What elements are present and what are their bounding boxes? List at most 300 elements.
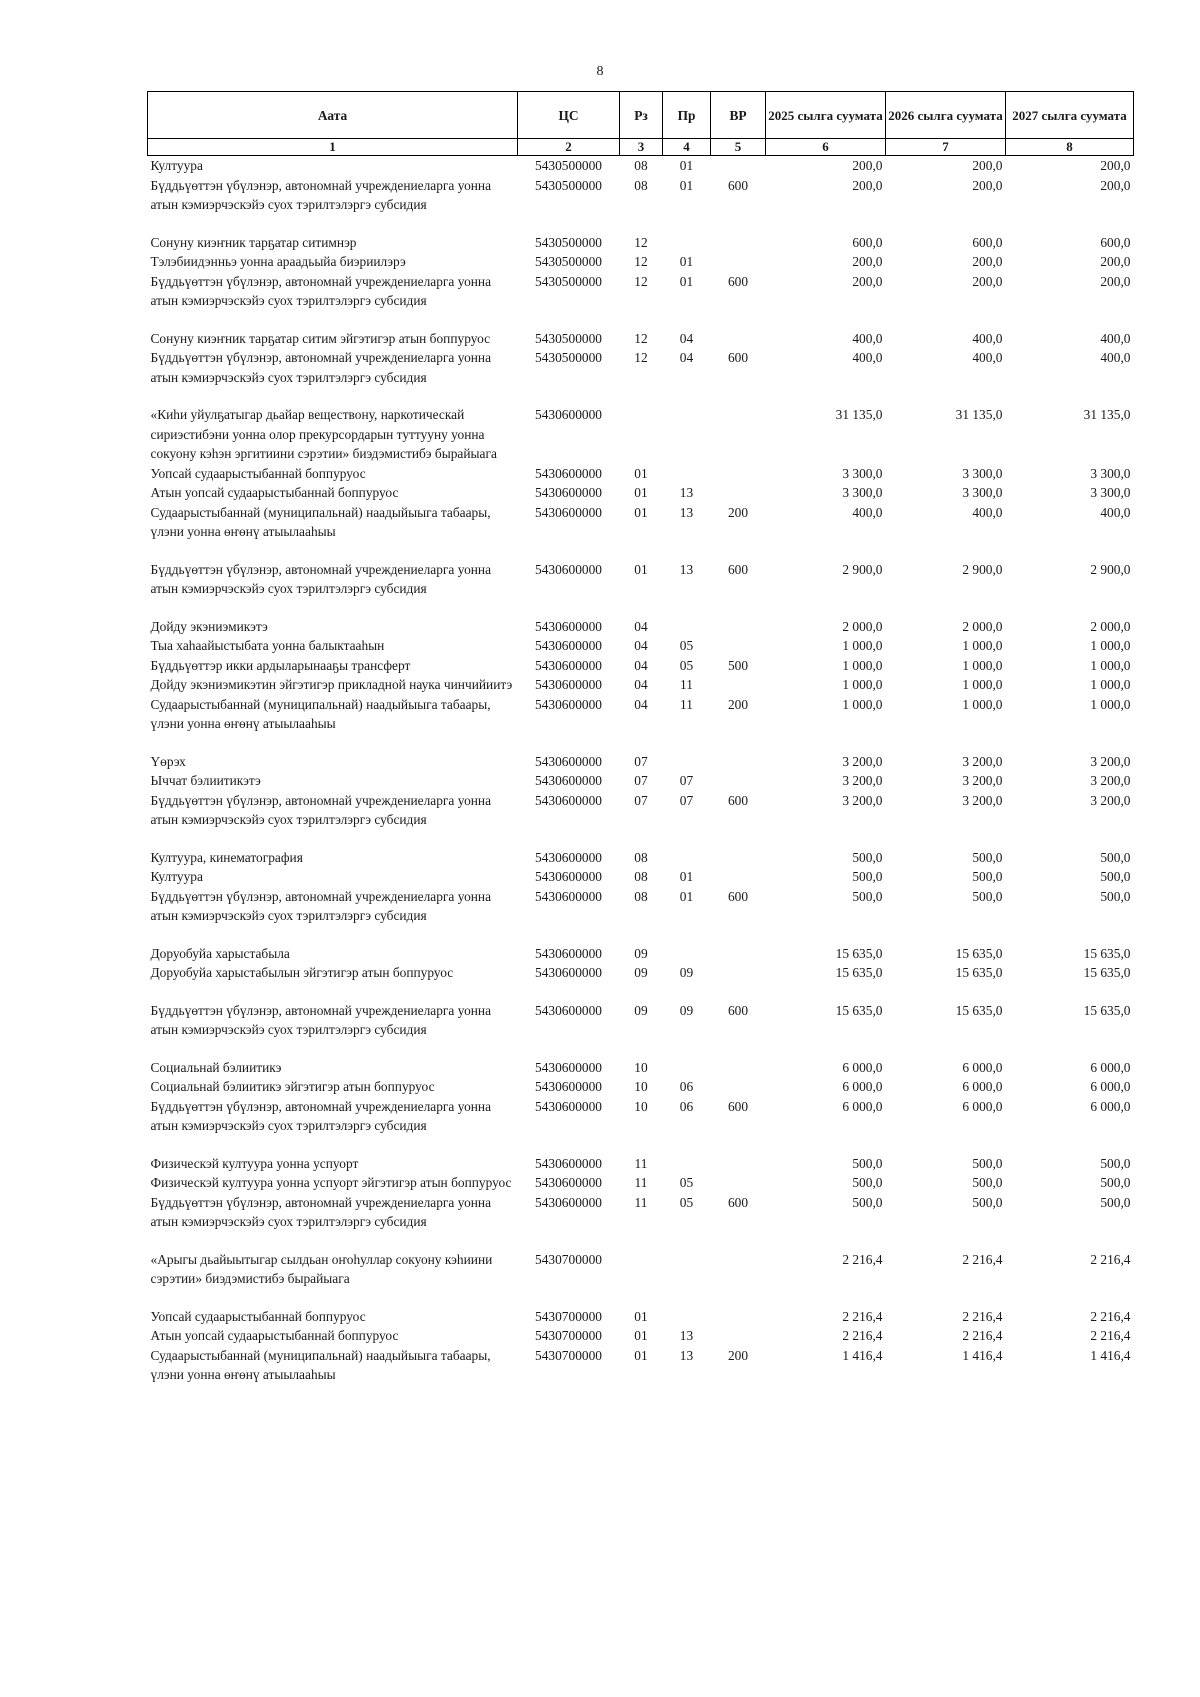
row-pr: 13 (679, 1347, 694, 1363)
row-name: Бүддьүөттэн үбүлэнэр, автономнай учреждениеларга уонна атын кэмиэрчэскэйэ суох тэрилтэлэргэ субсидия (150, 1002, 492, 1037)
row-pr: 13 (679, 485, 694, 500)
row-name: Култуура (150, 158, 203, 173)
row-rz: 01 (634, 1308, 648, 1324)
row-amount-2027: 15 635,0 (1083, 965, 1131, 980)
row-pr: 05 (679, 638, 694, 653)
row-amount-2026: 500,0 (972, 888, 1003, 904)
row-vr (711, 675, 766, 695)
row-cs: 5430600000 (535, 1194, 602, 1210)
row-pr (663, 233, 711, 253)
table-row (148, 1001, 1134, 1040)
row-name: Социальнай бэлиитикэ (150, 1059, 282, 1075)
table-row (148, 252, 1134, 272)
row-cs: 5430600000 (535, 1175, 602, 1190)
row-amount-2026: 15 635,0 (955, 1002, 1003, 1018)
row-pr: 01 (679, 273, 694, 289)
spacer-cell (148, 926, 1134, 944)
row-rz: 01 (634, 1347, 648, 1363)
table-row (148, 503, 1134, 542)
row-amount-2027: 500,0 (1100, 849, 1131, 865)
row-rz: 08 (634, 849, 648, 865)
table-row (148, 272, 1134, 311)
row-name: Бүддьүөттэр икки ардыларынааҕы трансферт (150, 657, 411, 673)
column-number: 1 (148, 139, 518, 156)
row-rz: 04 (634, 638, 648, 653)
row-amount-2027: 200,0 (1100, 158, 1131, 173)
row-cs: 5430600000 (535, 965, 602, 980)
row-amount-2025: 2 000,0 (842, 618, 883, 634)
spacer-row (148, 830, 1134, 848)
row-amount-2025: 200,0 (852, 158, 883, 173)
row-amount-2027: 6 000,0 (1090, 1079, 1131, 1094)
row-vr (711, 1326, 766, 1346)
row-rz: 04 (634, 618, 648, 634)
row-pr (663, 1058, 711, 1078)
budget-table (147, 91, 1134, 1385)
row-rz: 01 (634, 485, 648, 500)
row-vr: 500 (727, 657, 749, 673)
row-cs: 5430500000 (535, 254, 602, 269)
row-cs: 5430600000 (535, 1002, 602, 1018)
spacer-cell (148, 599, 1134, 617)
header-row (148, 92, 1134, 139)
row-name: Судаарыстыбаннай (муниципальнай) наадыйыыга табаары, үлэни уонна өҥөнү атыылааһыы (150, 1347, 491, 1382)
row-amount-2026: 3 200,0 (962, 753, 1003, 769)
row-name: Тэлэбиидэнньэ уонна араадьыйа биэриилэрэ (150, 254, 406, 269)
table-row (148, 1346, 1134, 1385)
row-vr (711, 464, 766, 484)
spacer-cell (148, 387, 1134, 405)
table-row (148, 560, 1134, 599)
row-amount-2025: 15 635,0 (835, 1002, 883, 1018)
row-rz: 01 (634, 465, 648, 481)
table-row (148, 963, 1134, 983)
row-pr: 01 (679, 254, 694, 269)
spacer-row (148, 215, 1134, 233)
column-number: 3 (620, 139, 663, 156)
table-row (148, 944, 1134, 964)
row-amount-2027: 200,0 (1100, 177, 1131, 193)
row-amount-2026: 6 000,0 (962, 1098, 1003, 1114)
row-pr (663, 752, 711, 772)
row-amount-2027: 500,0 (1100, 1175, 1131, 1190)
table-row (148, 867, 1134, 887)
row-pr: 05 (679, 1194, 694, 1210)
row-pr (663, 1307, 711, 1327)
row-cs: 5430600000 (535, 657, 602, 673)
row-amount-2025: 200,0 (852, 273, 883, 289)
row-amount-2027: 1 000,0 (1090, 638, 1131, 653)
row-cs: 5430500000 (535, 273, 602, 289)
header-pr: Пр (663, 92, 711, 139)
spacer-cell (148, 1136, 1134, 1154)
row-amount-2027: 2 000,0 (1090, 618, 1131, 634)
row-vr (711, 771, 766, 791)
row-amount-2027: 2 216,4 (1090, 1251, 1131, 1267)
row-amount-2027: 500,0 (1100, 888, 1131, 904)
row-amount-2026: 2 000,0 (962, 618, 1003, 634)
table-row (148, 1193, 1134, 1232)
row-amount-2025: 6 000,0 (842, 1079, 883, 1094)
table-row (148, 752, 1134, 772)
row-vr: 200 (727, 504, 749, 520)
table-body (148, 156, 1134, 1385)
row-rz (620, 1250, 663, 1289)
row-amount-2027: 3 200,0 (1090, 792, 1131, 808)
row-pr: 11 (680, 677, 693, 692)
row-cs: 5430600000 (535, 1098, 602, 1114)
row-amount-2026: 500,0 (972, 1194, 1003, 1210)
row-name: Бүддьүөттэн үбүлэнэр, автономнай учреждениеларга уонна атын кэмиэрчэскэйэ суох тэрилтэлэргэ субсидия (150, 273, 492, 308)
row-amount-2025: 2 900,0 (842, 561, 883, 577)
row-cs: 5430700000 (535, 1328, 602, 1343)
row-amount-2026: 15 635,0 (955, 965, 1003, 980)
spacer-row (148, 1232, 1134, 1250)
row-amount-2026: 400,0 (972, 330, 1003, 346)
row-amount-2026: 6 000,0 (962, 1079, 1003, 1094)
row-name: Уопсай судаарыстыбаннай боппуруос (150, 465, 366, 481)
row-vr (711, 752, 766, 772)
row-vr: 200 (727, 696, 749, 712)
row-rz: 09 (634, 965, 648, 980)
row-amount-2025: 2 216,4 (842, 1308, 883, 1324)
row-name: Атын уопсай судаарыстыбаннай боппуруос (150, 1328, 399, 1343)
row-name: Доруобуйа харыстабыла (150, 945, 290, 961)
row-amount-2027: 500,0 (1100, 869, 1131, 884)
table-row (148, 405, 1134, 464)
row-name: Бүддьүөттэн үбүлэнэр, автономнай учреждениеларга уонна атын кэмиэрчэскэйэ суох тэрилтэлэргэ субсидия (150, 1098, 492, 1133)
row-amount-2027: 1 000,0 (1090, 677, 1131, 692)
row-rz: 12 (634, 350, 648, 365)
row-name: Култуура, кинематография (150, 849, 303, 865)
row-rz: 01 (634, 1328, 648, 1343)
row-amount-2025: 3 200,0 (842, 753, 883, 769)
spacer-row (148, 734, 1134, 752)
row-amount-2026: 3 300,0 (962, 465, 1003, 481)
row-rz: 10 (634, 1079, 648, 1094)
row-amount-2026: 2 216,4 (962, 1328, 1003, 1343)
row-cs: 5430600000 (535, 1155, 602, 1171)
row-amount-2025: 1 000,0 (842, 657, 883, 673)
row-pr (663, 405, 711, 464)
row-amount-2026: 200,0 (972, 273, 1003, 289)
row-amount-2025: 15 635,0 (835, 965, 883, 980)
column-number: 8 (1006, 139, 1134, 156)
row-pr: 04 (679, 350, 694, 365)
row-vr (711, 1173, 766, 1193)
row-rz: 04 (634, 657, 648, 673)
row-name: Тыа хаһаайыстыбата уонна балыктааһын (150, 638, 385, 653)
row-rz: 11 (634, 1155, 648, 1171)
row-cs: 5430600000 (535, 696, 602, 712)
row-amount-2027: 400,0 (1100, 330, 1131, 346)
row-amount-2027: 2 900,0 (1090, 561, 1131, 577)
row-cs: 5430600000 (535, 1059, 602, 1075)
row-rz: 12 (634, 234, 648, 250)
row-cs: 5430600000 (535, 888, 602, 904)
table-row (148, 1307, 1134, 1327)
row-rz (620, 405, 663, 464)
row-name: Бүддьүөттэн үбүлэнэр, автономнай учреждениеларга уонна атын кэмиэрчэскэйэ суох тэрилтэлэргэ субсидия (150, 792, 492, 827)
header-2027: 2027 сылга суумата (1006, 92, 1134, 139)
row-vr: 600 (727, 1098, 749, 1114)
column-number: 2 (518, 139, 620, 156)
row-rz: 08 (634, 869, 648, 884)
row-amount-2025: 3 300,0 (842, 465, 883, 481)
table-row (148, 1154, 1134, 1174)
row-amount-2025: 600,0 (852, 234, 883, 250)
row-rz: 11 (634, 1175, 648, 1190)
row-amount-2027: 3 300,0 (1090, 465, 1131, 481)
row-vr (711, 944, 766, 964)
row-name: Бүддьүөттэн үбүлэнэр, автономнай учреждениеларга уонна атын кэмиэрчэскэйэ суох тэрилтэлэргэ субсидия (150, 888, 492, 923)
row-cs: 5430700000 (535, 1347, 602, 1363)
table-row (148, 483, 1134, 503)
table-row (148, 1077, 1134, 1097)
row-name: Бүддьүөттэн үбүлэнэр, автономнай учреждениеларга уонна атын кэмиэрчэскэйэ суох тэрилтэлэргэ субсидия (150, 177, 492, 212)
row-cs: 5430700000 (535, 1251, 602, 1267)
row-rz: 01 (634, 504, 648, 520)
row-pr: 13 (679, 561, 694, 577)
row-vr (711, 233, 766, 253)
row-rz: 08 (634, 177, 648, 193)
row-amount-2026: 200,0 (972, 158, 1003, 173)
row-amount-2025: 400,0 (852, 350, 883, 365)
row-pr: 09 (679, 1002, 694, 1018)
spacer-cell (148, 215, 1134, 233)
row-pr (663, 1154, 711, 1174)
row-cs: 5430600000 (535, 869, 602, 884)
row-amount-2027: 1 416,4 (1090, 1347, 1131, 1363)
table-row (148, 464, 1134, 484)
row-cs: 5430500000 (535, 234, 602, 250)
row-cs: 5430600000 (535, 945, 602, 961)
row-pr: 09 (679, 965, 694, 980)
row-cs: 5430500000 (535, 350, 602, 365)
row-amount-2026: 1 416,4 (962, 1347, 1003, 1363)
row-amount-2027: 500,0 (1100, 1155, 1131, 1171)
row-amount-2025: 400,0 (852, 504, 883, 520)
spacer-cell (148, 311, 1134, 329)
table-row (148, 887, 1134, 926)
row-amount-2026: 31 135,0 (955, 407, 1003, 422)
row-amount-2026: 2 216,4 (962, 1251, 1003, 1267)
spacer-cell (148, 983, 1134, 1001)
header-cs: ЦС (518, 92, 620, 139)
row-name: Сонуну киэҥник тарҕатар ситимнэр (150, 234, 357, 250)
row-amount-2026: 1 000,0 (962, 677, 1003, 692)
row-name: Уопсай судаарыстыбаннай боппуруос (150, 1308, 366, 1324)
row-rz: 07 (634, 773, 648, 788)
row-rz: 09 (634, 1002, 648, 1018)
row-vr: 600 (727, 273, 749, 289)
row-amount-2027: 1 000,0 (1090, 657, 1131, 673)
row-name: Бүддьүөттэн үбүлэнэр, автономнай учреждениеларга уонна атын кэмиэрчэскэйэ суох тэрилтэлэргэ субсидия (150, 350, 492, 385)
row-vr (711, 483, 766, 503)
row-amount-2025: 2 216,4 (842, 1251, 883, 1267)
row-cs: 5430600000 (535, 407, 602, 422)
row-amount-2027: 200,0 (1100, 273, 1131, 289)
row-name: Атын уопсай судаарыстыбаннай боппуруос (150, 485, 399, 500)
row-amount-2025: 2 216,4 (842, 1328, 883, 1343)
row-cs: 5430600000 (535, 465, 602, 481)
row-amount-2027: 15 635,0 (1083, 945, 1131, 961)
table-row (148, 695, 1134, 734)
row-rz: 04 (634, 696, 648, 712)
row-cs: 5430600000 (535, 1079, 602, 1094)
row-rz: 12 (634, 273, 648, 289)
row-cs: 5430600000 (535, 792, 602, 808)
row-rz: 08 (634, 888, 648, 904)
row-cs: 5430600000 (535, 618, 602, 634)
table-row (148, 636, 1134, 656)
row-pr: 01 (679, 888, 694, 904)
table-row (148, 176, 1134, 215)
row-amount-2027: 6 000,0 (1090, 1059, 1131, 1075)
page-number: 8 (596, 64, 604, 79)
row-pr (663, 848, 711, 868)
row-amount-2027: 3 200,0 (1090, 773, 1131, 788)
row-vr: 200 (727, 1347, 749, 1363)
row-rz: 10 (634, 1059, 648, 1075)
spacer-cell (148, 542, 1134, 560)
row-amount-2027: 1 000,0 (1090, 696, 1131, 712)
row-amount-2026: 1 000,0 (962, 696, 1003, 712)
row-amount-2027: 31 135,0 (1083, 407, 1131, 422)
column-number: 6 (766, 139, 886, 156)
row-name: Култуура (150, 869, 203, 884)
spacer-row (148, 926, 1134, 944)
spacer-row (148, 387, 1134, 405)
row-name: «Арыгы дьайыытыгар сылдьан оҥоһуллар сокуону кэһиини сэрэтии» биэдэмистибэ бырайыага (150, 1251, 493, 1286)
row-amount-2027: 6 000,0 (1090, 1098, 1131, 1114)
column-number: 5 (711, 139, 766, 156)
row-amount-2026: 500,0 (972, 849, 1003, 865)
row-pr: 01 (679, 177, 694, 193)
row-amount-2025: 500,0 (852, 849, 883, 865)
row-vr: 600 (727, 888, 749, 904)
row-rz: 12 (634, 330, 648, 346)
spacer-row (148, 1289, 1134, 1307)
row-amount-2026: 400,0 (972, 504, 1003, 520)
row-vr (711, 848, 766, 868)
spacer-cell (148, 1232, 1134, 1250)
table-row (148, 675, 1134, 695)
row-cs: 5430500000 (535, 330, 602, 346)
row-rz: 08 (634, 158, 648, 173)
table-row (148, 1058, 1134, 1078)
row-name: Бүддьүөттэн үбүлэнэр, автономнай учреждениеларга уонна атын кэмиэрчэскэйэ суох тэрилтэлэргэ субсидия (150, 561, 492, 596)
row-rz: 11 (634, 1194, 648, 1210)
row-name: Физическэй култуура уонна успуорт эйгэтигэр атын боппуруос (150, 1175, 512, 1190)
row-amount-2025: 1 000,0 (842, 677, 883, 692)
table-row (148, 1326, 1134, 1346)
row-pr: 05 (679, 657, 694, 673)
row-amount-2027: 3 300,0 (1090, 485, 1131, 500)
spacer-row (148, 983, 1134, 1001)
row-amount-2027: 2 216,4 (1090, 1328, 1131, 1343)
row-amount-2027: 3 200,0 (1090, 753, 1131, 769)
row-amount-2026: 3 200,0 (962, 792, 1003, 808)
row-rz: 07 (634, 753, 648, 769)
table-row (148, 771, 1134, 791)
row-pr: 13 (679, 504, 694, 520)
row-vr: 600 (727, 1002, 749, 1018)
row-name: Доруобуйа харыстабылын эйгэтигэр атын боппуруос (150, 965, 454, 980)
table-row (148, 848, 1134, 868)
header-rz: Рз (620, 92, 663, 139)
spacer-cell (148, 1289, 1134, 1307)
row-cs: 5430600000 (535, 485, 602, 500)
row-amount-2026: 6 000,0 (962, 1059, 1003, 1075)
row-rz: 01 (634, 561, 648, 577)
row-amount-2025: 3 200,0 (842, 773, 883, 788)
row-vr: 600 (727, 350, 749, 365)
row-name: Физическэй култуура уонна успуорт (150, 1155, 359, 1171)
row-amount-2027: 500,0 (1100, 1194, 1131, 1210)
row-cs: 5430600000 (535, 773, 602, 788)
header-vr: ВР (711, 92, 766, 139)
row-amount-2025: 500,0 (852, 1194, 883, 1210)
table-row (148, 1097, 1134, 1136)
row-amount-2025: 1 000,0 (842, 638, 883, 653)
row-amount-2026: 500,0 (972, 869, 1003, 884)
row-amount-2025: 6 000,0 (842, 1098, 883, 1114)
row-vr: 600 (727, 561, 749, 577)
row-amount-2026: 400,0 (972, 350, 1003, 365)
row-amount-2027: 2 216,4 (1090, 1308, 1131, 1324)
column-number: 4 (663, 139, 711, 156)
spacer-cell (148, 734, 1134, 752)
row-cs: 5430600000 (535, 849, 602, 865)
row-amount-2026: 200,0 (972, 254, 1003, 269)
spacer-row (148, 599, 1134, 617)
row-amount-2025: 1 416,4 (842, 1347, 883, 1363)
row-name: Судаарыстыбаннай (муниципальнай) наадыйыыга табаары, үлэни уонна өҥөнү атыылааһыы (150, 504, 491, 539)
row-amount-2026: 15 635,0 (955, 945, 1003, 961)
row-amount-2025: 500,0 (852, 1175, 883, 1190)
row-vr (711, 1077, 766, 1097)
row-amount-2026: 500,0 (972, 1175, 1003, 1190)
row-amount-2025: 6 000,0 (842, 1059, 883, 1075)
table-row (148, 348, 1134, 387)
row-vr: 600 (727, 177, 749, 193)
spacer-cell (148, 1040, 1134, 1058)
row-pr (663, 617, 711, 637)
header-2026: 2026 сылга суумата (886, 92, 1006, 139)
row-name: «Киһи уйулҕатыгар дьайар веществону, наркотическай сириэстибэни уонна олор прекурсордарын туттууну уонна сокуону кэһэн эргитиини сэрэтии» биэдэмистибэ бырайыага (150, 407, 497, 461)
row-pr: 11 (680, 696, 693, 712)
row-amount-2025: 3 300,0 (842, 485, 883, 500)
row-amount-2027: 600,0 (1100, 234, 1131, 250)
table-row (148, 617, 1134, 637)
row-amount-2026: 3 300,0 (962, 485, 1003, 500)
row-amount-2025: 400,0 (852, 330, 883, 346)
table-row (148, 791, 1134, 830)
row-amount-2026: 500,0 (972, 1155, 1003, 1171)
row-vr (711, 1058, 766, 1078)
row-name: Бүддьүөттэн үбүлэнэр, автономнай учреждениеларга уонна атын кэмиэрчэскэйэ суох тэрилтэлэргэ субсидия (150, 1194, 492, 1229)
row-vr (711, 963, 766, 983)
row-cs: 5430600000 (535, 677, 602, 692)
row-amount-2027: 15 635,0 (1083, 1002, 1131, 1018)
row-vr (711, 1250, 766, 1289)
spacer-row (148, 311, 1134, 329)
spacer-row (148, 1136, 1134, 1154)
row-pr (663, 1250, 711, 1289)
row-amount-2027: 400,0 (1100, 504, 1131, 520)
row-amount-2026: 600,0 (972, 234, 1003, 250)
